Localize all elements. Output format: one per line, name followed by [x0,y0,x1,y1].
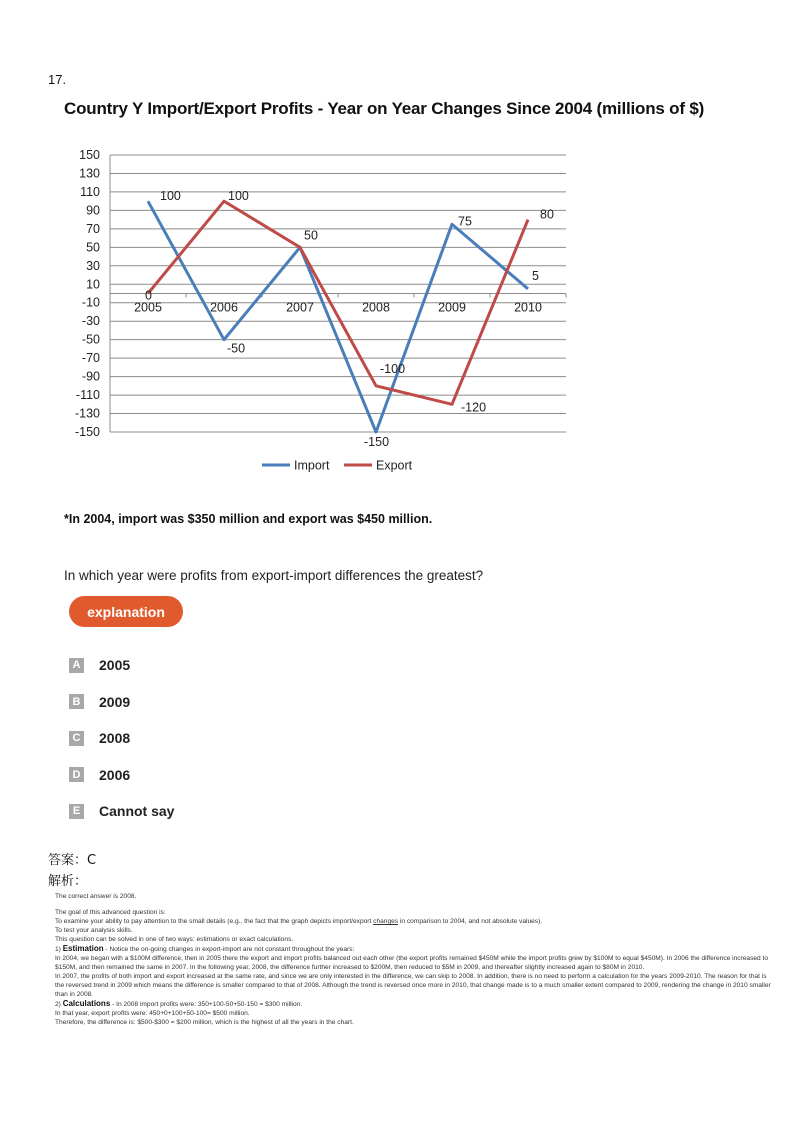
option-text: 2008 [99,730,131,746]
explanation-text [55,892,775,1027]
legend-label: Import [294,458,330,473]
y-tick-label: 70 [86,221,100,236]
expl-calc-prefix: 2) [55,1001,63,1008]
option-letter: D [69,767,84,782]
expl-calc-text: - In 2008 import profits were: 350+100-50+50-150 = $300 million. [110,1001,303,1008]
option-text: 2005 [99,657,131,673]
expl-goal-line2: To test your analysis skills. [55,927,133,934]
data-label: 100 [228,189,249,204]
question-number: 17. [48,72,67,87]
expl-estimation [55,944,775,954]
chart-title: Country Y Import/Export Profits - Year on Year Changes Since 2004 (millions of $) [64,99,705,118]
expl-calc-title: Calculations [62,999,111,1008]
expl-est-prefix: 1) [55,946,63,953]
legend-label: Export [376,458,413,473]
expl-calc-line3: Therefore, the difference is: $500-$300 = $200 million, which is the highest of all the years in the chart. [55,1019,354,1026]
analysis-label: 解析： [48,874,88,889]
option-letter: B [69,694,84,709]
option-c[interactable] [69,728,174,748]
expl-correct: The correct answer is 2008. [55,893,137,900]
y-tick-label: -10 [81,295,100,310]
expl-est-text: - Notice the on-going changes in export-import are not constant throughout the years: [103,946,355,953]
expl-calc-line2: In that year, export profits were: 450+0+100+50-100= $500 million. [55,1010,250,1017]
data-label: 0 [145,288,152,303]
data-label: 80 [540,207,554,222]
x-tick-label: 2007 [286,300,314,315]
y-tick-label: 110 [80,184,100,199]
data-label: -150 [364,435,390,449]
y-tick-label: 50 [86,240,100,255]
y-tick-label: 90 [86,203,100,218]
data-label: -50 [227,341,246,356]
y-tick-label: -130 [74,406,100,421]
expl-est-p1: In 2004, we began with a $100M difference, then in 2005 there the export and import profits balanced out each other (the export profits remained $450M while the import profits grew by $100M to equal $450M). In 2006 the difference increased to $150M, and then remained the same in 2007. In the following year, 2008, the difference further increased to $200M, then reduced to $5M in 2009, and thereafter slightly increased again to $80M in 2010. [55,955,769,971]
expl-goal-heading: The goal of this advanced question is: [55,909,166,916]
expl-goal-line1-a: To examine your ability to pay attention to the small details (e.g., the fact that the graph depicts import/export [55,918,374,925]
option-text: Cannot say [99,803,175,819]
option-text: 2009 [99,693,131,710]
x-tick-label: 2009 [438,300,466,315]
expl-est-p2: In 2007, the profits of both import and export increased at the same rate, and since we are only interested in the difference, we can skip to 2008. In addition, there is no need to perform a calculation for the years 2009-2010. The reason for that is the reversed trend in 2009 which means the difference is smaller compared to that of 2008. Although the trend is reversed once more in 2010, that change made is to a much smaller extent compared to 2009, rendering the change in 2010 smaller than in 2008. [55,973,771,998]
data-label: -120 [461,400,487,415]
option-a[interactable] [69,655,174,675]
option-letter: A [69,658,84,673]
data-label: 5 [532,268,539,283]
data-label: 50 [304,228,318,243]
explanation-button[interactable]: explanation [69,596,183,627]
expl-ways: This question can be solved in one of two ways: estimations or exact calculations. [55,936,294,943]
expl-goal-line1-b: in comparison to 2004, and not absolute values). [398,918,543,925]
x-tick-label: 2010 [514,300,542,315]
expl-est-title: Estimation [62,944,104,953]
y-tick-label: 10 [86,277,100,292]
y-tick-label: -70 [81,351,100,366]
data-label: 100 [160,189,181,204]
y-tick-label: 150 [79,148,100,162]
options-list [69,655,174,838]
question-text: In which year were profits from export-import differences the greatest? [64,568,484,583]
option-b[interactable] [69,692,174,712]
option-text: 2006 [99,766,131,783]
y-tick-label: -150 [74,425,100,439]
y-tick-label: 30 [86,258,100,273]
y-tick-label: -50 [81,332,100,347]
x-tick-label: 2006 [210,300,238,315]
expl-calculations [55,999,775,1009]
option-letter: C [69,731,84,746]
x-tick-label: 2008 [362,300,390,315]
expl-goal-line1 [55,917,775,926]
option-d[interactable] [69,765,174,785]
y-tick-label: -30 [81,314,100,329]
note: *In 2004, import was $350 million and export was $450 million. [64,512,433,526]
y-tick-label: -110 [75,388,100,403]
data-label: -100 [380,361,406,376]
data-label: 75 [458,214,472,229]
option-letter: E [69,804,84,819]
line-chart [40,140,600,485]
answer: 答案：C [48,853,97,868]
y-tick-label: -90 [81,369,100,384]
expl-goal-line1-u: changes [373,918,399,925]
y-tick-label: 130 [79,166,100,181]
option-e[interactable] [69,801,174,821]
x-tick-label: 2005 [134,300,162,315]
